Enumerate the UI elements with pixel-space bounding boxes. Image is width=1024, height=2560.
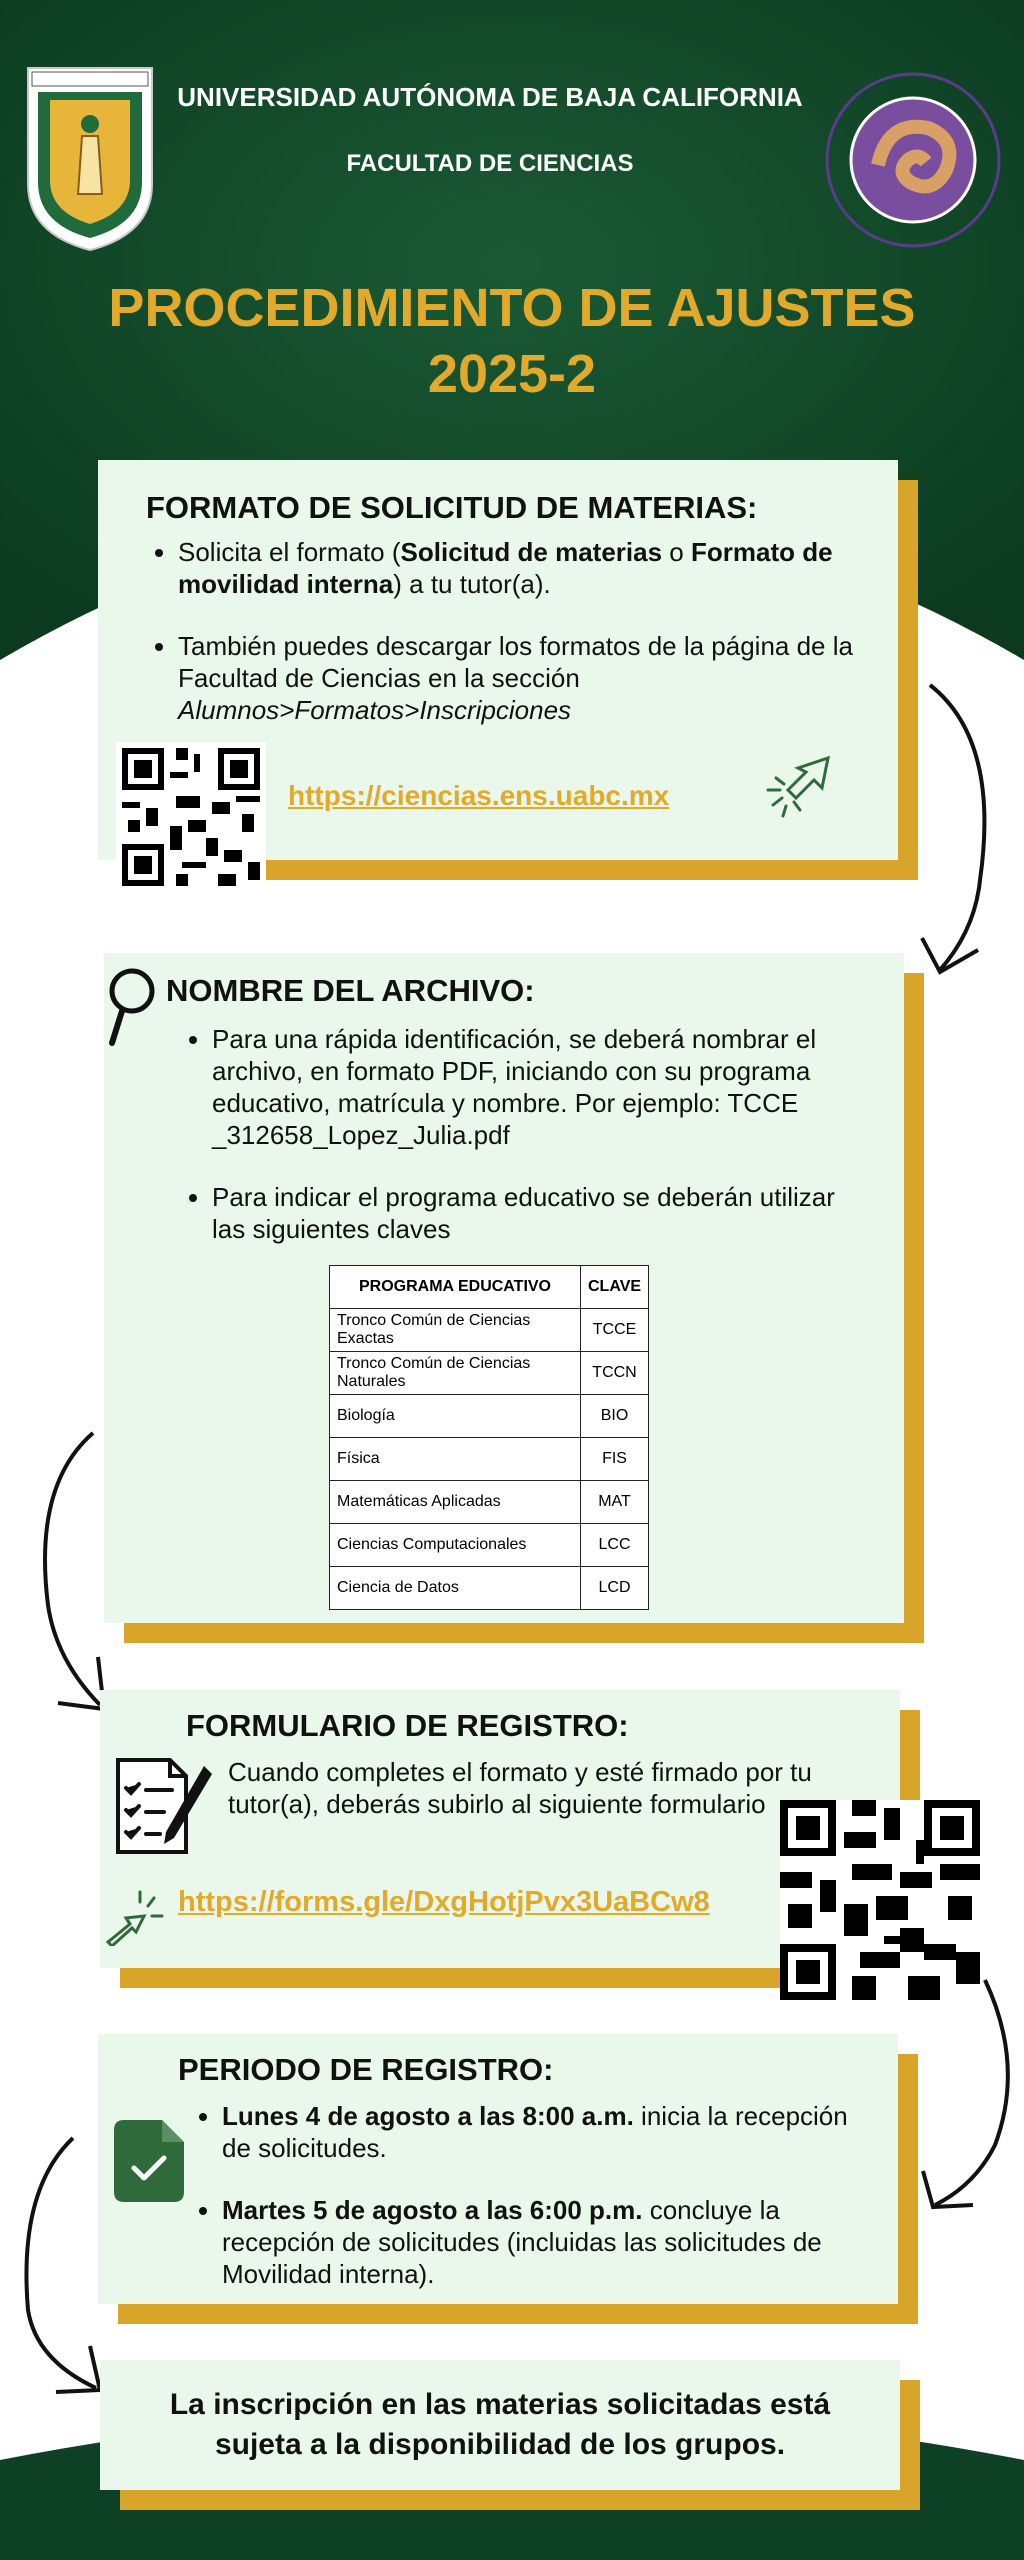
section4-bullet1: • Lunes 4 de agosto a las 8:00 a.m. inicia la recepción de solicitudes. [222, 2100, 882, 2164]
section2-bullet2: • Para indicar el programa educativo se deberán utilizar las siguientes claves [212, 1181, 872, 1245]
university-name: UNIVERSIDAD AUTÓNOMA DE BAJA CALIFORNIA [177, 82, 803, 112]
arrow-4-icon [8, 2130, 108, 2400]
section3-text: Cuando completes el formato y esté firmado por tu tutor(a), deberás subirlo al siguiente formulario [228, 1757, 812, 1819]
table-row: Ciencias Computacionales LCC [330, 1524, 649, 1567]
section1-bullet1: • Solicita el formato (Solicitud de materias o Formato de movilidad interna) a tu tutor(a). [178, 536, 858, 600]
table-header-row [330, 1266, 649, 1309]
section4-bullet2: • Martes 5 de agosto a las 6:00 p.m. concluye la recepción de solicitudes (incluidas las solicitudes de Movilidad interna). [222, 2194, 882, 2290]
program-codes-table [329, 1265, 649, 1610]
ciencias-link[interactable]: https://ciencias.ens.uabc.mx [288, 780, 670, 811]
table-row: Física FIS [330, 1438, 649, 1481]
table-row: Ciencia de Datos LCD [330, 1567, 649, 1610]
section3-heading: FORMULARIO DE REGISTRO: [186, 1708, 629, 1743]
qr-code-ciencias[interactable] [116, 742, 266, 892]
section2-bullet1: • Para una rápida identificación, se deberá nombrar el archivo, en formato PDF, iniciando con su programa educativo, matrícula y nombre. Por ejemplo: TCCE _312658_Lopez_Julia.pdf [212, 1023, 872, 1151]
title-line1: PROCEDIMIENTO DE AJUSTES [108, 278, 916, 338]
section2-list [212, 1023, 872, 1275]
qr-code-forms[interactable] [780, 1800, 980, 2000]
section4-heading: PERIODO DE REGISTRO: [178, 2052, 554, 2087]
section1-list [178, 536, 858, 756]
section4-list [222, 2100, 882, 2320]
table-row: Matemáticas Aplicadas MAT [330, 1481, 649, 1524]
section2-card [104, 953, 904, 1623]
magnifier-icon [104, 965, 159, 1050]
section4-card [98, 2034, 898, 2304]
section1-heading: FORMATO DE SOLICITUD DE MATERIAS: [146, 490, 758, 525]
title-line2: 2025-2 [427, 344, 597, 404]
section1-card [98, 460, 898, 860]
forms-link[interactable]: https://forms.gle/DxgHotjPvx3UaBCw8 [178, 1886, 710, 1918]
faculty-seal-logo [818, 70, 1008, 250]
arrow-3-icon [915, 1975, 1020, 2215]
click-cursor-icon [738, 750, 838, 830]
section1-bullet2: • También puedes descargar los formatos de la página de la Facultad de Ciencias en la sección Alumnos>Formatos>Inscripciones [178, 630, 858, 726]
form-pen-icon [108, 1752, 218, 1862]
note-card [100, 2360, 900, 2490]
section2-heading: NOMBRE DEL ARCHIVO: [166, 973, 535, 1008]
click-cursor-icon-2 [100, 1886, 170, 1946]
document-check-icon [110, 2116, 190, 2206]
table-header: CLAVE [581, 1266, 649, 1309]
arrow-1-icon [920, 680, 1020, 980]
table-row: Tronco Común de Ciencias Exactas TCCE [330, 1309, 649, 1352]
arrow-2-icon [8, 1425, 118, 1715]
uabc-seal-logo [22, 64, 158, 254]
page-title [40, 275, 984, 407]
faculty-name: FACULTAD DE CIENCIAS [346, 150, 634, 177]
table-header: PROGRAMA EDUCATIVO [330, 1266, 581, 1309]
table-row: Tronco Común de Ciencias Naturales TCCN [330, 1352, 649, 1395]
availability-note: La inscripción en las materias solicitadas está sujeta a la disponibilidad de los grupos. [169, 2388, 831, 2461]
table-row: Biología BIO [330, 1395, 649, 1438]
